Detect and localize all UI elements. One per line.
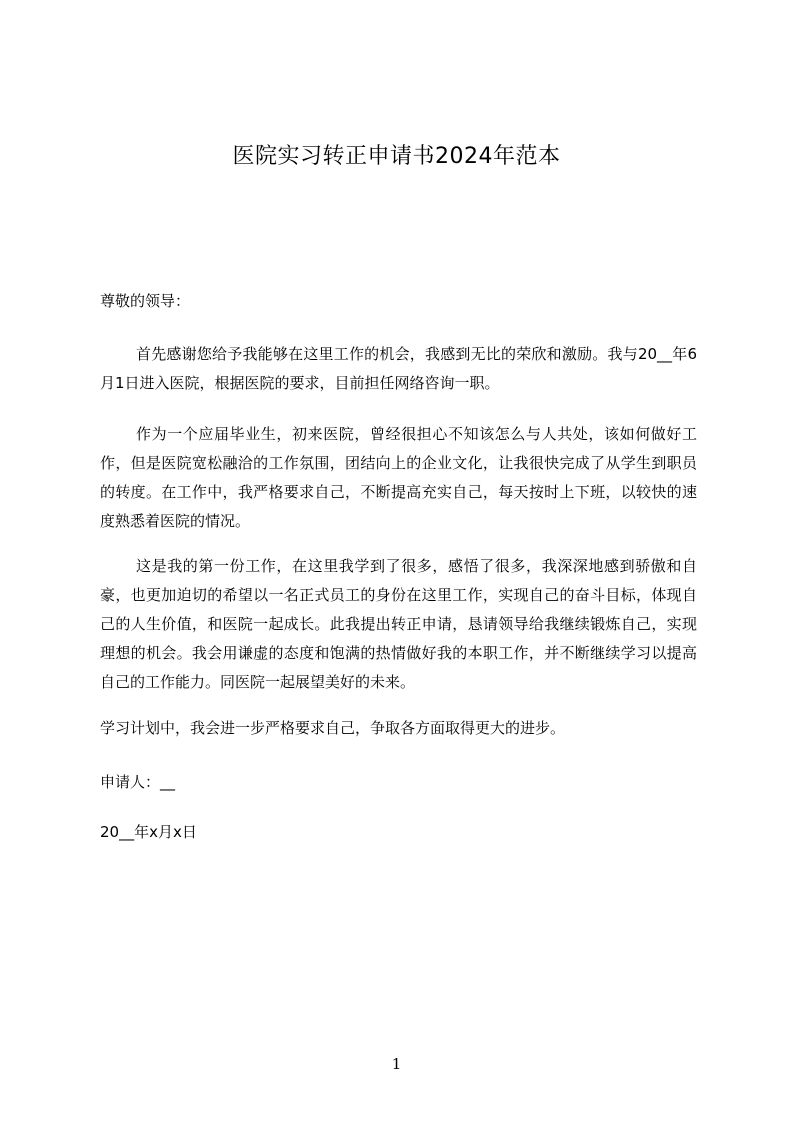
document-title: 医院实习转正申请书2024年范本 bbox=[232, 144, 561, 169]
date-line: 20__年x月x日 bbox=[100, 823, 197, 841]
paragraph-1: 首先感谢您给予我能够在这里工作的机会，我感到无比的荣欣和激励。我与20__年6月1日进入医院，根据医院的要求，目前担任网络咨询一职。 bbox=[100, 345, 697, 392]
page-number: 1 bbox=[391, 1055, 402, 1073]
signer-line: 申请人：__ bbox=[100, 773, 176, 791]
paragraph-2: 作为一个应届毕业生，初来医院，曾经很担心不知该怎么与人共处，该如何做好工作，但是医院宽松融洽的工作氛围，团结向上的企业文化，让我很快完成了从学生到职员的转度。在工作中，我严格要求自己，不断提高充实自己，每天按时上下班，以较快的速度熟悉着医院的情况。 bbox=[100, 425, 697, 530]
paragraph-3: 这是我的第一份工作，在这里我学到了很多，感悟了很多，我深深地感到骄傲和自豪，也更加迫切的希望以一名正式员工的身份在这里工作，实现自己的奋斗目标，体现自己的人生价值，和医院一起成长。此我提出转正申请，恳请领导给我继续锻炼自己，实现理想的机会。我会用谦虚的态度和饱满的热情做好我的本职工作，并不断继续学习以提高自己的工作能力。同医院一起展望美好的未来。 bbox=[100, 557, 697, 691]
paragraph-4: 学习计划中，我会进一步严格要求自己，争取各方面取得更大的进步。 bbox=[100, 719, 566, 737]
salutation: 尊敬的领导： bbox=[100, 292, 191, 310]
